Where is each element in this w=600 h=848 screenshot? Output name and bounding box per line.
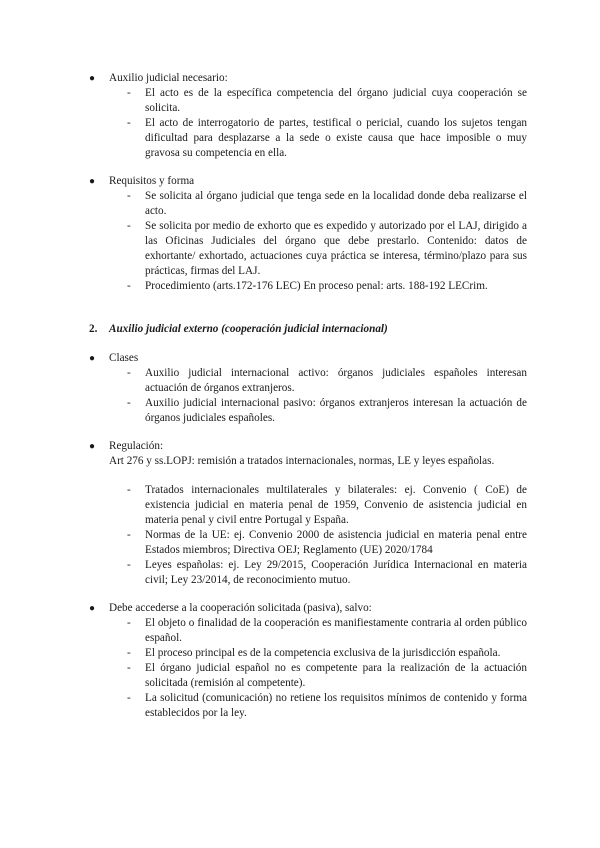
dash-icon: -	[127, 397, 131, 409]
list-item: - Tratados internacionales multilaterales y bilaterales: ej. Convenio ( CoE) de existencia judicial en materia penal de 1959, Convenio de asistencia judicial en materia penal y civil entre Portugal y España.	[127, 484, 527, 526]
bullet-item	[0, 439, 600, 454]
section-clases	[0, 351, 600, 426]
section-regulacion	[0, 439, 600, 469]
bullet-item	[0, 351, 600, 366]
heading-auxilio-externo	[0, 322, 600, 337]
dash-list	[0, 189, 600, 294]
section-debe-accederse	[0, 601, 600, 721]
bullet-title: Debe accederse a la cooperación solicitada (pasiva), salvo:	[109, 602, 372, 614]
bullet-title: Regulación:	[109, 440, 164, 452]
dash-list	[0, 86, 600, 161]
bullet-icon: ●	[89, 176, 96, 187]
bullet-title: Clases	[109, 352, 139, 364]
list-item: - El proceso principal es de la competencia exclusiva de la jurisdicción española.	[127, 647, 501, 659]
dash-list	[0, 366, 600, 426]
dash-icon: -	[127, 692, 131, 704]
list-item: - Se solicita al órgano judicial que tenga sede en la localidad donde deba realizarse el acto.	[127, 190, 527, 217]
heading-title: Auxilio judicial externo (cooperación judicial internacional)	[109, 323, 388, 335]
dash-icon: -	[127, 662, 131, 674]
dash-icon: -	[127, 280, 131, 292]
dash-list	[0, 616, 600, 721]
bullet-icon: ●	[89, 73, 96, 84]
list-item: - El acto de interrogatorio de partes, testifical o pericial, cuando los sujetos tengan dificultad para desplazarse a la sede o existe causa que hace imposible o muy gravosa su competencia en ella.	[127, 117, 527, 159]
list-item: - La solicitud (comunicación) no retiene los requisitos mínimos de contenido y forma establecidos por la ley.	[127, 692, 527, 719]
list-item: - Normas de la UE: ej. Convenio 2000 de asistencia judicial en materia penal entre Estados miembros; Directiva OEJ; Reglamento (UE) 2020/1784	[127, 529, 527, 556]
dash-icon: -	[127, 529, 131, 541]
heading-number: 2.	[89, 323, 98, 335]
section-regulacion-list	[0, 483, 600, 588]
bullet-icon: ●	[89, 353, 96, 364]
bullet-icon: ●	[89, 603, 96, 614]
bullet-item	[0, 174, 600, 189]
list-item: - Se solicita por medio de exhorto que es expedido y autorizado por el LAJ, dirigido a las Oficinas Judiciales del órgano que debe prestarlo. Contenido: datos de exhortante/ exhortado, actuaciones cuya práctica se interesa, término/plazo para sus prácticas, firmas del LAJ.	[127, 220, 527, 277]
list-item: - Auxilio judicial internacional activo: órganos judiciales españoles interesan actuación de órganos extranjeros.	[127, 367, 527, 394]
list-item: - Procedimiento (arts.172-176 LEC) En proceso penal: arts. 188-192 LECrim.	[127, 280, 488, 292]
dash-icon: -	[127, 484, 131, 496]
bullet-item	[0, 71, 600, 86]
section-auxilio-necesario	[0, 71, 600, 161]
dash-icon: -	[127, 117, 131, 129]
list-item: - Auxilio judicial internacional pasivo: órganos extranjeros interesan la actuación de órganos judiciales españoles.	[127, 397, 527, 424]
list-item: - El acto es de la específica competencia del órgano judicial cuya cooperación se solicita.	[127, 87, 527, 114]
list-item: - El órgano judicial español no es competente para la realización de la actuación solicitada (remisión al competente).	[127, 662, 527, 689]
dash-icon: -	[127, 190, 131, 202]
bullet-title: Requisitos y forma	[109, 175, 195, 187]
bullet-title: Auxilio judicial necesario:	[109, 72, 228, 84]
dash-icon: -	[127, 367, 131, 379]
dash-icon: -	[127, 220, 131, 232]
dash-icon: -	[127, 559, 131, 571]
dash-list	[0, 483, 600, 588]
dash-icon: -	[127, 617, 131, 629]
list-item: - El objeto o finalidad de la cooperación es manifiestamente contraria al orden público español.	[127, 617, 527, 644]
section-heading	[0, 322, 600, 337]
bullet-icon: ●	[89, 441, 96, 452]
dash-icon: -	[127, 647, 131, 659]
bullet-item	[0, 601, 600, 616]
list-item: - Leyes españolas: ej. Ley 29/2015, Cooperación Jurídica Internacional en materia civil; Ley 23/2014, de reconocimiento mutuo.	[127, 559, 527, 586]
regulacion-text: Art 276 y ss.LOPJ: remisión a tratados internacionales, normas, LE y leyes españolas.	[109, 455, 495, 467]
section-requisitos	[0, 174, 600, 294]
dash-icon: -	[127, 87, 131, 99]
